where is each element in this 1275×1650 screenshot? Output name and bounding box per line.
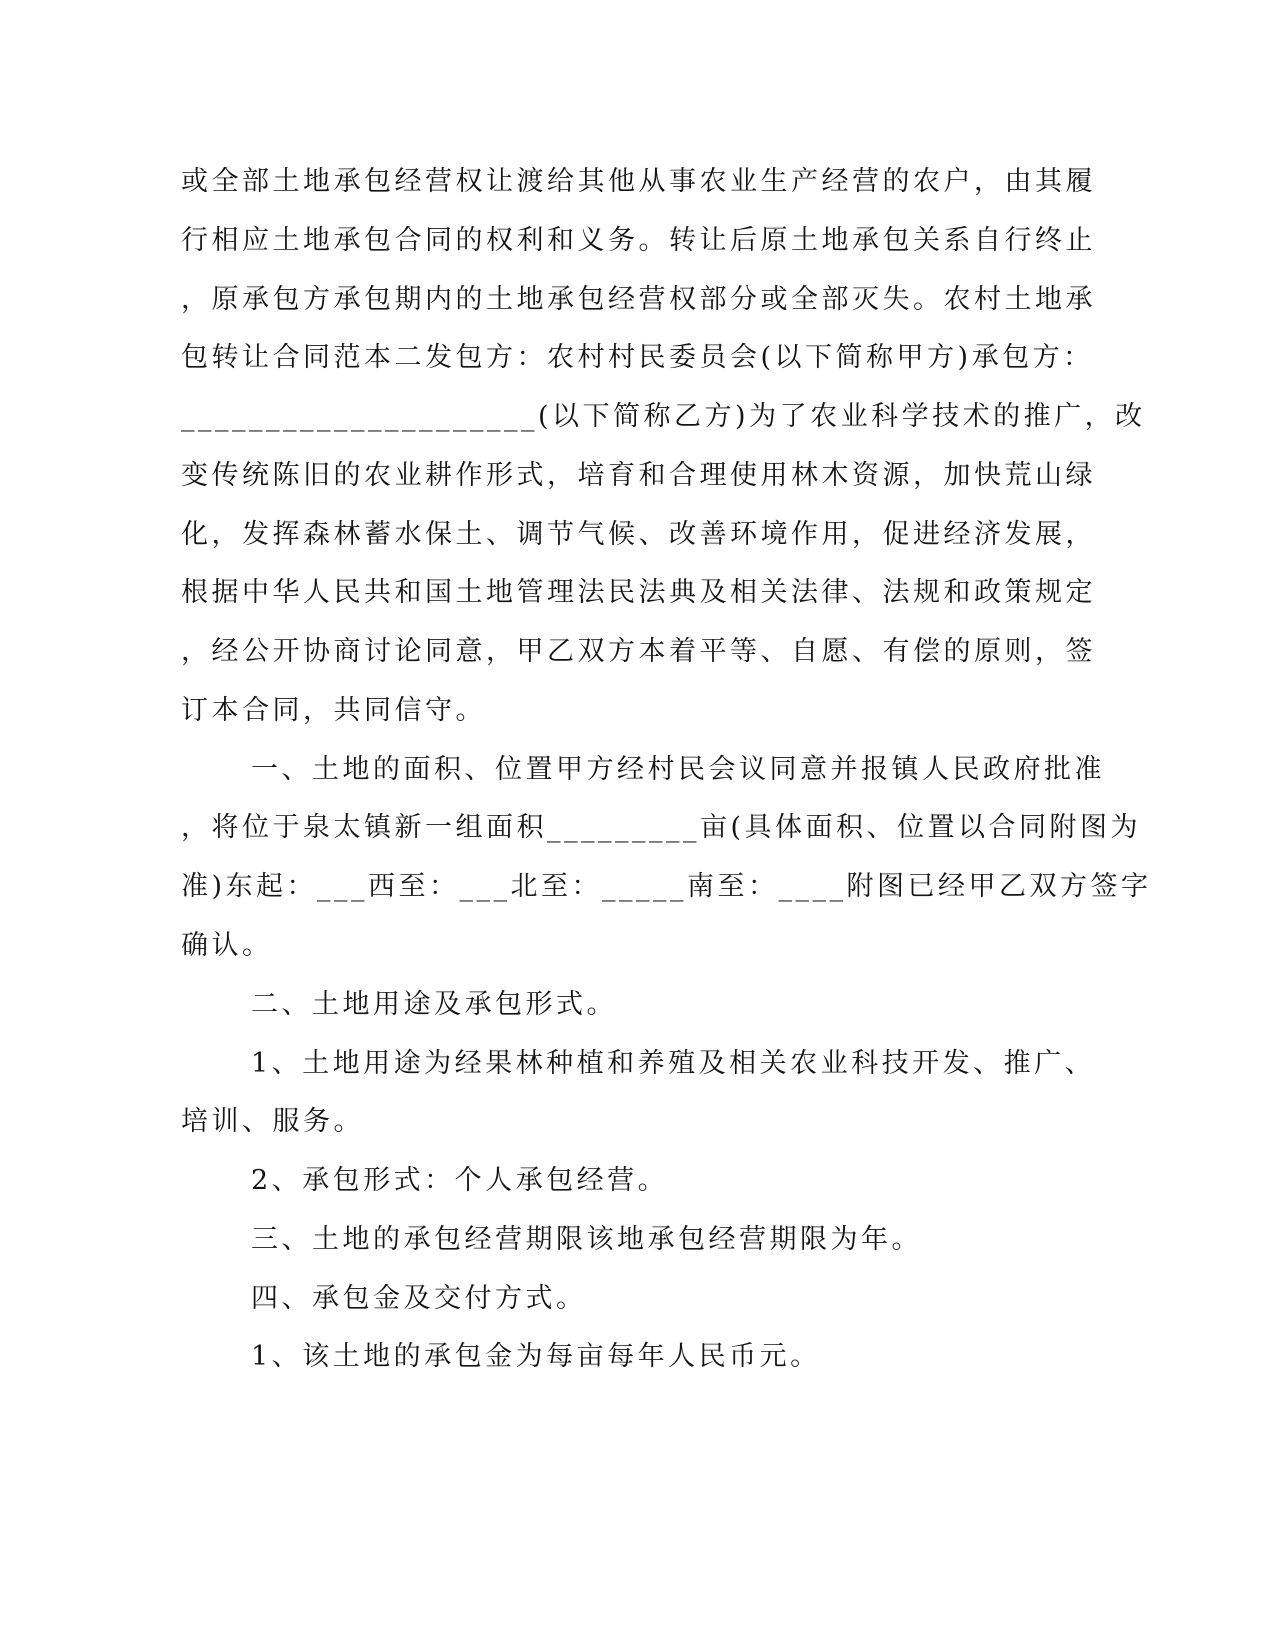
body-text-line: ，将位于泉太镇新一组面积_________亩(具体面积、位置以合同附图为 — [181, 812, 1142, 843]
body-text-line: 根据中华人民共和国土地管理法民法典及相关法律、法规和政策规定 — [181, 577, 1096, 608]
body-text-line: 包转让合同范本二发包方：农村村民委员会(以下简称甲方)承包方： — [181, 342, 1094, 373]
body-text-line: 变传统陈旧的农业耕作形式，培育和合理使用林木资源，加快荒山绿 — [181, 460, 1096, 491]
list-item: 2、承包形式：个人承包经营。 — [251, 1165, 669, 1196]
list-item: 1、土地用途为经果林种植和养殖及相关农业科技开发、推广、 — [251, 1048, 1096, 1079]
section-heading-4: 四、承包金及交付方式。 — [251, 1283, 587, 1314]
section-heading-2: 二、土地用途及承包形式。 — [251, 989, 617, 1020]
section-heading-1: 一、土地的面积、位置甲方经村民会议同意并报镇人民政府批准 — [251, 754, 1105, 785]
body-text-line: 订本合同，共同信守。 — [181, 695, 486, 726]
body-text-line: 化，发挥森林蓄水保土、调节气候、改善环境作用，促进经济发展， — [181, 519, 1096, 550]
section-heading-3: 三、土地的承包经营期限该地承包经营期限为年。 — [251, 1224, 922, 1255]
body-text-line: 准)东起：___西至：___北至：_____南至：____附图已经甲乙双方签字 — [181, 871, 1152, 902]
body-text-line: _____________________(以下简称乙方)为了农业科学技术的推广，改 — [181, 401, 1146, 432]
body-text-line: ，原承包方承包期内的土地承包经营权部分或全部灭失。农村土地承 — [181, 284, 1096, 315]
body-text-line: 确认。 — [181, 930, 273, 961]
list-item: 1、该土地的承包金为每亩每年人民币元。 — [251, 1341, 821, 1372]
body-text-line: ，经公开协商讨论同意，甲乙双方本着平等、自愿、有偿的原则，签 — [181, 636, 1096, 667]
body-text-line: 行相应土地承包合同的权利和义务。转让后原土地承包关系自行终止 — [181, 225, 1096, 256]
body-text-line: 培训、服务。 — [181, 1106, 364, 1137]
body-text-line: 或全部土地承包经营权让渡给其他从事农业生产经营的农户，由其履 — [181, 166, 1096, 197]
